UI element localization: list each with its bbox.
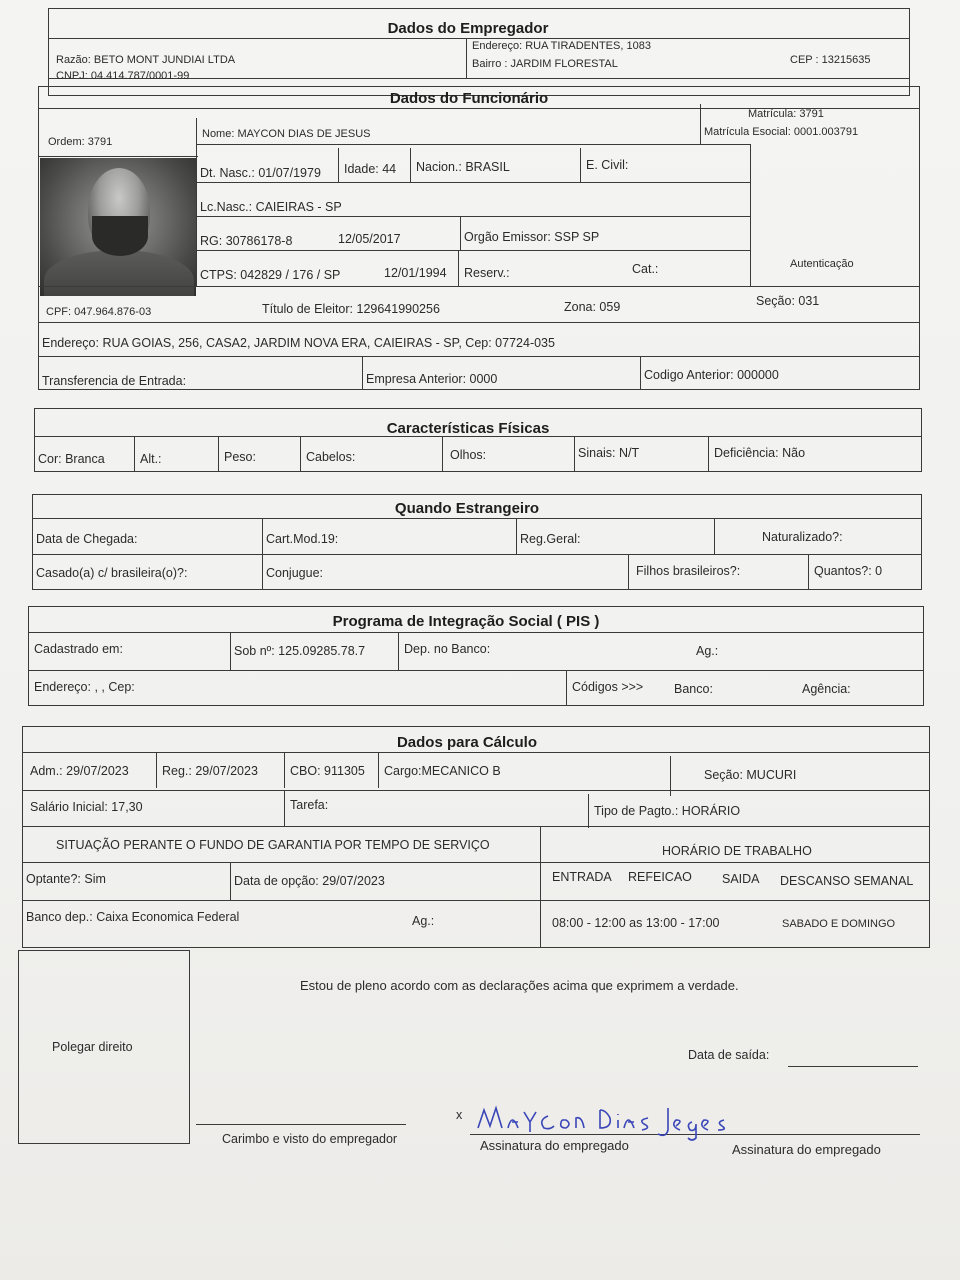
calc-title: Dados para Cálculo [396, 734, 538, 751]
employee-empresa-anterior: Empresa Anterior: 0000 [366, 372, 498, 386]
calc-cargo: Cargo:MECANICO B [384, 764, 501, 778]
employee-nacion: Nacion.: BRASIL [416, 160, 510, 174]
pis-agencia: Agência: [802, 682, 851, 696]
physical-cor: Cor: Branca [38, 452, 105, 466]
employee-photo [40, 158, 196, 296]
physical-peso: Peso: [224, 450, 256, 464]
employee-idade: Idade: 44 [344, 162, 397, 176]
employee-cpf: CPF: 047.964.876-03 [46, 306, 152, 318]
physical-sinais: Sinais: N/T [578, 446, 640, 460]
employee-dt-nasc: Dt. Nasc.: 01/07/1979 [200, 166, 321, 180]
employee-ctps-data: 12/01/1994 [384, 266, 447, 280]
thumbprint-label: Polegar direito [52, 1040, 133, 1054]
foreigner-casado: Casado(a) c/ brasileira(o)?: [36, 566, 188, 580]
calc-tipo-pagto: Tipo de Pagto.: HORÁRIO [594, 804, 741, 818]
employer-bairro: Bairro : JARDIM FLORESTAL [472, 58, 618, 70]
employer-cnpj: CNPJ: 04.414.787/0001-99 [56, 70, 190, 82]
calc-secao: Seção: MUCURI [704, 768, 797, 782]
employee-lc-nasc: Lc.Nasc.: CAIEIRAS - SP [200, 200, 342, 214]
calc-data-opcao: Data de opção: 29/07/2023 [234, 874, 385, 888]
pis-ag: Ag.: [696, 644, 719, 658]
foreigner-reg-geral: Reg.Geral: [520, 532, 581, 546]
foreigner-title: Quando Estrangeiro [394, 500, 540, 517]
employee-ordem: Ordem: 3791 [48, 136, 113, 148]
calc-h-descanso: DESCANSO SEMANAL [780, 874, 914, 888]
declaration-text: Estou de pleno acordo com as declarações acima que exprimem a verdade. [300, 978, 739, 993]
pis-dep-banco: Dep. no Banco: [404, 642, 491, 656]
foreigner-quantos: Quantos?: 0 [814, 564, 883, 578]
employee-codigo-anterior: Codigo Anterior: 000000 [644, 368, 779, 382]
foreigner-cart-mod: Cart.Mod.19: [266, 532, 339, 546]
calc-tarefa: Tarefa: [290, 798, 329, 812]
calc-situacao-fgts: SITUAÇÃO PERANTE O FUNDO DE GARANTIA POR TEMPO DE SERVIÇO [56, 838, 490, 852]
calc-optante: Optante?: Sim [26, 872, 106, 886]
exit-date-label: Data de saída: [688, 1048, 770, 1062]
employee-reserv: Reserv.: [464, 266, 510, 280]
employee-matricula-esocial: Matrícula Esocial: 0001.003791 [704, 126, 859, 138]
employee-secao: Seção: 031 [756, 294, 820, 308]
calc-descanso: SABADO E DOMINGO [782, 918, 896, 930]
employee-e-civil: E. Civil: [586, 158, 629, 172]
employee-matricula: Matrícula: 3791 [748, 108, 824, 120]
employee-ctps: CTPS: 042829 / 176 / SP [200, 268, 341, 282]
employer-title: Dados do Empregador [387, 20, 549, 37]
calc-h-entrada: ENTRADA [552, 870, 612, 884]
employee-rg-data: 12/05/2017 [338, 232, 401, 246]
pis-title: Programa de Integração Social ( PIS ) [332, 613, 600, 630]
employee-autenticacao: Autenticação [790, 258, 854, 270]
calc-reg: Reg.: 29/07/2023 [162, 764, 258, 778]
physical-deficiencia: Deficiência: Não [714, 446, 806, 460]
physical-olhos: Olhos: [450, 448, 487, 462]
signature-x-mark: x [456, 1108, 463, 1122]
employee-signature-label-2: Assinatura do empregado [732, 1142, 881, 1157]
stamp-label: Carimbo e visto do empregador [222, 1132, 398, 1146]
employee-cat: Cat.: [632, 262, 659, 276]
calc-h-refeicao: REFEICAO [628, 870, 692, 884]
pis-cadastrado: Cadastrado em: [34, 642, 123, 656]
pis-endereco: Endereço: , , Cep: [34, 680, 135, 694]
calc-h-saida: SAIDA [722, 872, 760, 886]
employer-razao: Razão: BETO MONT JUNDIAI LTDA [56, 54, 236, 66]
physical-section [34, 408, 922, 472]
physical-alt: Alt.: [140, 452, 162, 466]
calc-ag: Ag.: [412, 914, 435, 928]
calc-salario: Salário Inicial: 17,30 [30, 800, 143, 814]
physical-title: Características Físicas [386, 420, 550, 437]
employee-zona: Zona: 059 [564, 300, 621, 314]
pis-banco: Banco: [674, 682, 713, 696]
pis-codigos: Códigos >>> [572, 680, 644, 694]
employee-signature [472, 1098, 732, 1142]
employee-title: Dados do Funcionário [389, 90, 549, 107]
foreigner-filhos: Filhos brasileiros?: [636, 564, 741, 578]
calc-banco-dep: Banco dep.: Caixa Economica Federal [26, 910, 240, 924]
calc-adm: Adm.: 29/07/2023 [30, 764, 129, 778]
employer-endereco: Endereço: RUA TIRADENTES, 1083 [472, 40, 651, 52]
employee-titulo: Título de Eleitor: 129641990256 [262, 302, 440, 316]
employee-transferencia: Transferencia de Entrada: [42, 374, 187, 388]
physical-cabelos: Cabelos: [306, 450, 356, 464]
foreigner-naturalizado: Naturalizado?: [762, 530, 843, 544]
employee-signature-label: Assinatura do empregado [480, 1138, 629, 1153]
calc-horario: 08:00 - 12:00 as 13:00 - 17:00 [552, 916, 720, 930]
employee-nome: Nome: MAYCON DIAS DE JESUS [202, 128, 371, 140]
employee-orgao: Orgão Emissor: SSP SP [464, 230, 600, 244]
employee-endereco: Endereço: RUA GOIAS, 256, CASA2, JARDIM NOVA ERA, CAIEIRAS - SP, Cep: 07724-035 [42, 336, 555, 350]
calc-cbo: CBO: 911305 [290, 764, 365, 778]
foreigner-conjugue: Conjugue: [266, 566, 323, 580]
pis-sob: Sob nº: 125.09285.78.7 [234, 644, 366, 658]
foreigner-data-chegada: Data de Chegada: [36, 532, 138, 546]
employee-rg: RG: 30786178-8 [200, 234, 293, 248]
employer-cep: CEP : 13215635 [790, 54, 871, 66]
calc-horario-title: HORÁRIO DE TRABALHO [662, 844, 812, 858]
